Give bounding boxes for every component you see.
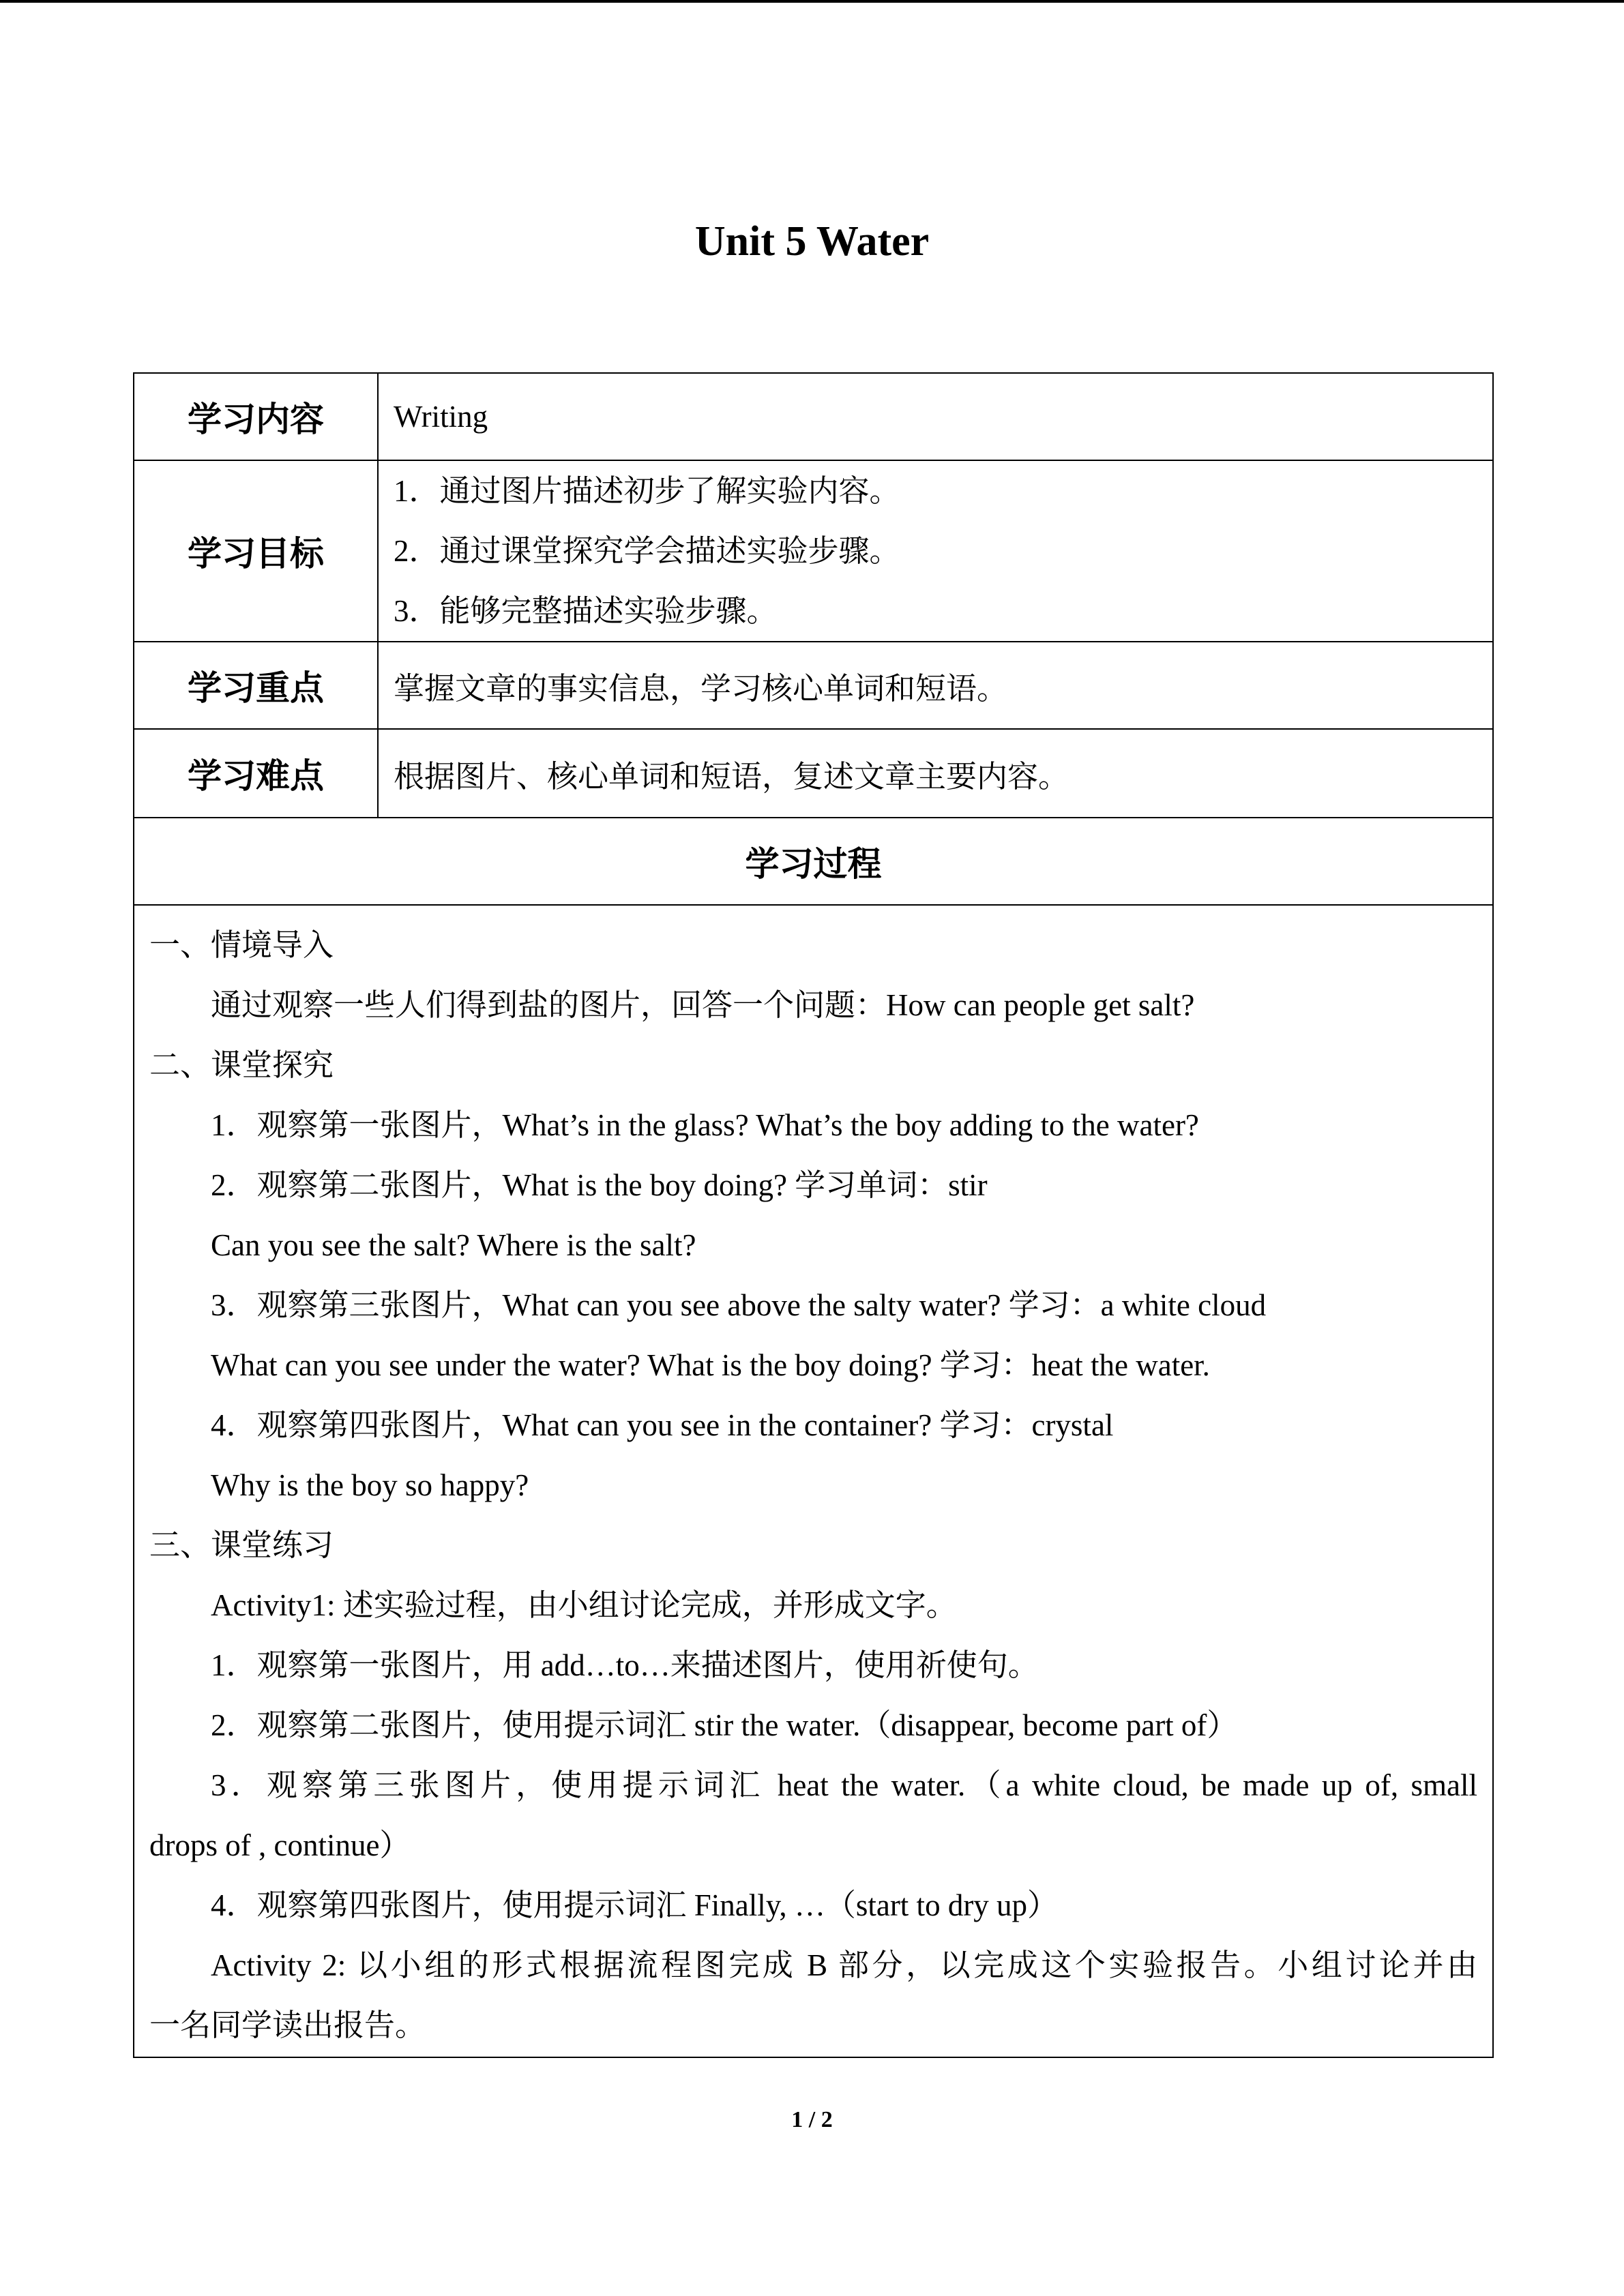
process-line: Activity1: 述实验过程，由小组讨论完成，并形成文字。 xyxy=(211,1588,957,1622)
goals-list xyxy=(378,460,1493,642)
section-heading: 三、课堂练习 xyxy=(149,1528,334,1562)
row-process-header xyxy=(134,818,1493,905)
document-title: Unit 5 Water xyxy=(694,218,930,265)
row-goals xyxy=(134,460,1493,642)
goal-item: 2．通过课堂探究学会描述实验步骤。 xyxy=(394,534,900,568)
lesson-plan-table xyxy=(133,372,1494,2058)
value-difficulties: 根据图片、核心单词和短语，复述文章主要内容。 xyxy=(378,729,1493,818)
row-difficulties xyxy=(134,729,1493,818)
process-line: 3．观察第三张图片，What can you see above the salty water? 学习：a white cloud xyxy=(211,1288,1267,1322)
row-process-body xyxy=(134,905,1493,2057)
goal-item: 3．能够完整描述实验步骤。 xyxy=(394,594,778,628)
process-line: 4．观察第四张图片，使用提示词汇 Finally, …（start to dry up） xyxy=(211,1888,1059,1922)
process-line: 通过观察一些人们得到盐的图片，回答一个问题：How can people get salt? xyxy=(211,988,1195,1022)
process-line: 一名同学读出报告。 xyxy=(149,2008,426,2042)
value-content: Writing xyxy=(378,373,1493,460)
label-difficulties: 学习难点 xyxy=(134,729,378,818)
process-line: Why is the boy so happy? xyxy=(211,1468,529,1502)
label-content: 学习内容 xyxy=(134,373,378,460)
process-line: What can you see under the water? What is the boy doing? 学习：heat the water. xyxy=(211,1348,1210,1382)
page-number: 1 / 2 xyxy=(791,2107,833,2132)
row-key-points xyxy=(134,642,1493,729)
process-header: 学习过程 xyxy=(134,818,1493,905)
process-line: 2．观察第二张图片，What is the boy doing? 学习单词：stir xyxy=(211,1168,988,1202)
process-line: 1．观察第一张图片，What’s in the glass? What’s the boy adding to the water? xyxy=(211,1108,1199,1142)
process-line: 3．观察第三张图片，使用提示词汇 heat the water.（a white cloud, be made up of, small xyxy=(211,1768,1477,1802)
process-line: 1．观察第一张图片，用 add…to…来描述图片，使用祈使句。 xyxy=(211,1648,1039,1682)
process-line: Activity 2: 以小组的形式根据流程图完成 B 部分，以完成这个实验报告。小组讨论并由 xyxy=(211,1948,1477,1982)
label-key-points: 学习重点 xyxy=(134,642,378,729)
process-body xyxy=(134,905,1493,2057)
process-line: drops of , continue） xyxy=(149,1828,411,1862)
value-key-points: 掌握文章的事实信息，学习核心单词和短语。 xyxy=(378,642,1493,729)
goal-item: 1．通过图片描述初步了解实验内容。 xyxy=(394,474,900,508)
process-line: 2．观察第二张图片，使用提示词汇 stir the water.（disappear, become part of） xyxy=(211,1708,1238,1742)
row-content xyxy=(134,373,1493,460)
section-heading: 一、情境导入 xyxy=(149,928,334,962)
process-line: Can you see the salt? Where is the salt? xyxy=(211,1228,696,1262)
label-goals: 学习目标 xyxy=(134,460,378,642)
process-line: 4．观察第四张图片，What can you see in the container? 学习：crystal xyxy=(211,1408,1114,1442)
section-heading: 二、课堂探究 xyxy=(149,1048,334,1082)
